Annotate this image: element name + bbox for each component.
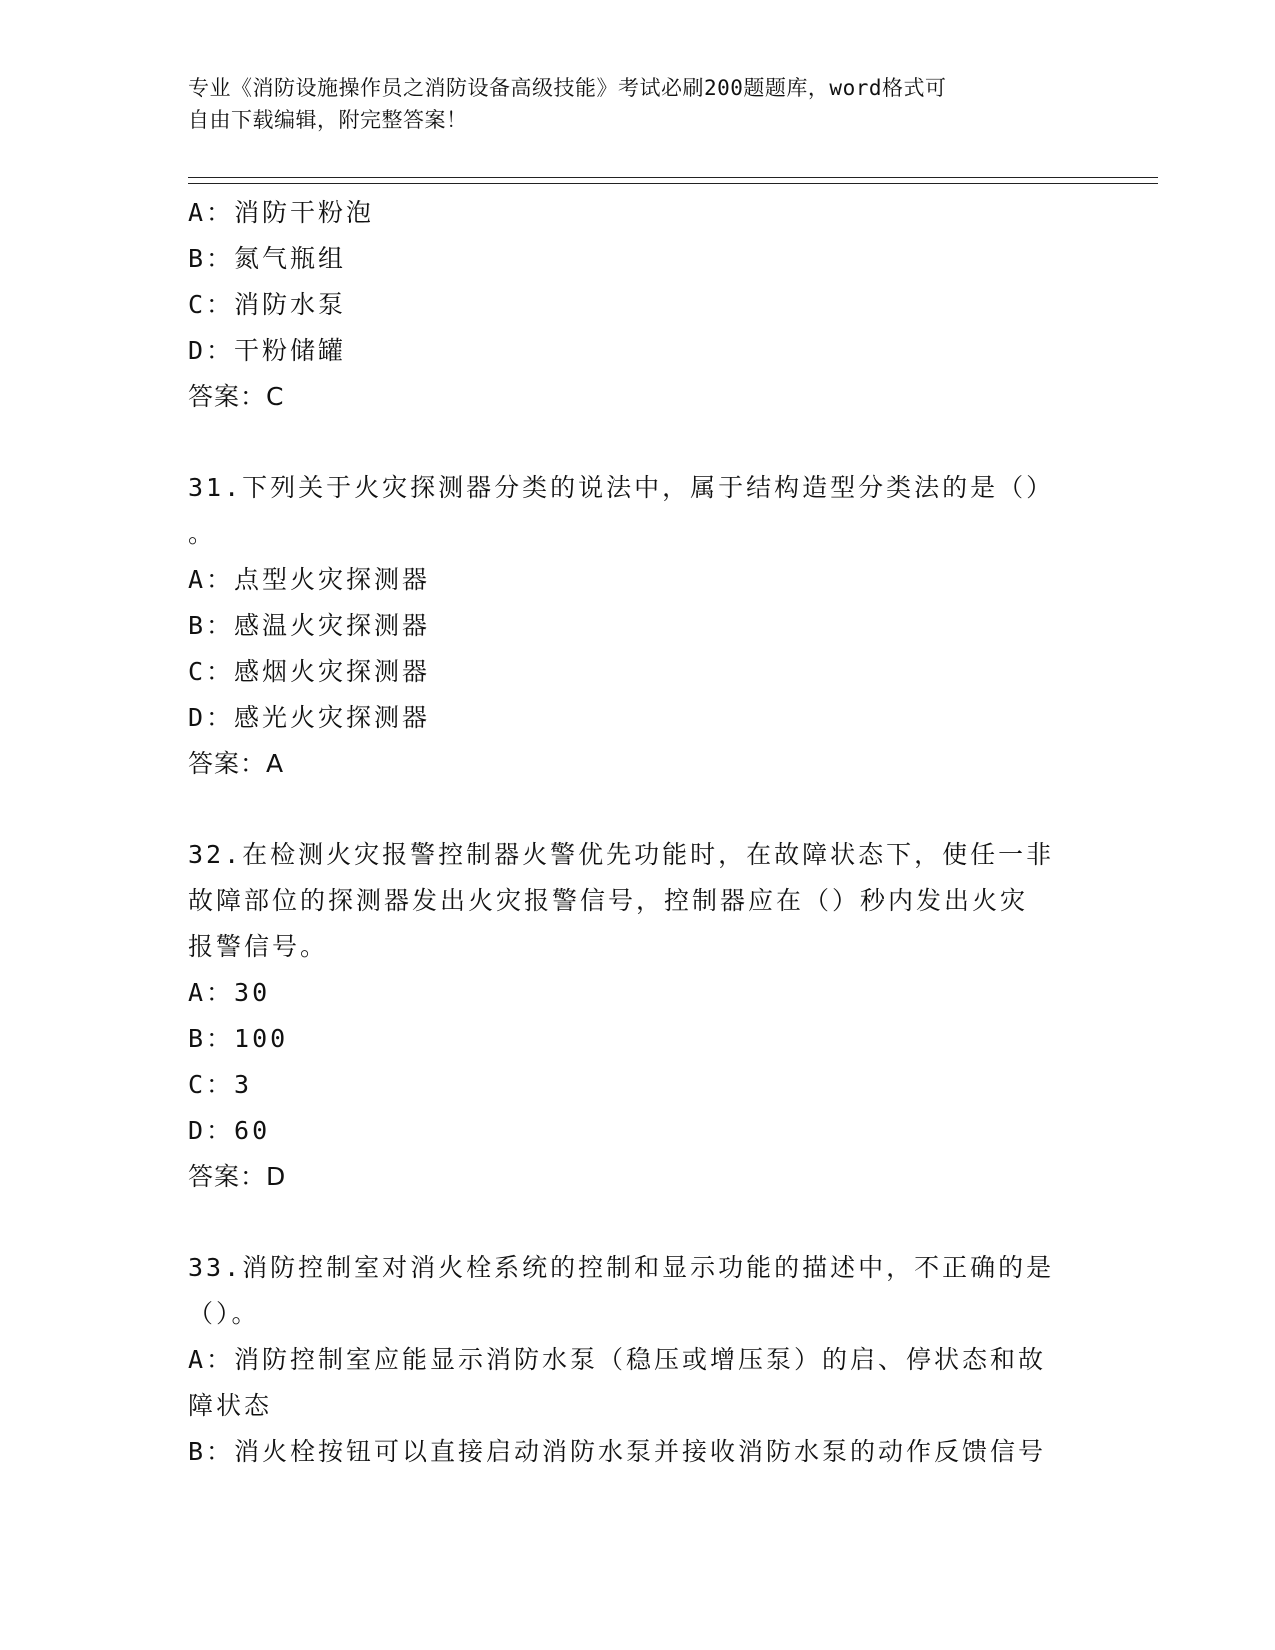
option-b: B：感温火灾探测器 xyxy=(188,611,431,640)
spacer xyxy=(188,787,1088,832)
option-c: C：感烟火灾探测器 xyxy=(188,657,431,686)
header-divider-bottom xyxy=(188,183,1158,184)
option-c: C：3 xyxy=(188,1070,253,1099)
question-stem-line: 33.消防控制室对消火栓系统的控制和显示功能的描述中，不正确的是 xyxy=(188,1253,1055,1282)
option-a: A：消防干粉泡 xyxy=(188,198,375,227)
option-a: A：消防控制室应能显示消防水泵（稳压或增压泵）的启、停状态和故 xyxy=(188,1345,1047,1374)
option-a: A：30 xyxy=(188,978,271,1007)
answer: 答案：C xyxy=(188,382,285,411)
spacer xyxy=(188,420,1088,465)
option-d: D：60 xyxy=(188,1116,271,1145)
question-31 xyxy=(188,465,1088,787)
question-stem-line: （）。 xyxy=(188,1299,260,1328)
question-list xyxy=(188,190,1088,1475)
question-stem-line: 报警信号。 xyxy=(188,932,329,961)
answer: 答案：D xyxy=(188,1162,287,1191)
question-stem-line: 。 xyxy=(188,519,217,548)
option-a-continued: 障状态 xyxy=(188,1391,273,1420)
option-b: B：消火栓按钮可以直接启动消防水泵并接收消防水泵的动作反馈信号 xyxy=(188,1437,1047,1466)
option-a: A：点型火灾探测器 xyxy=(188,565,431,594)
option-b: B：氮气瓶组 xyxy=(188,244,347,273)
question-stem-line: 32.在检测火灾报警控制器火警优先功能时，在故障状态下，使任一非 xyxy=(188,840,1055,869)
header-line-2: 自由下载编辑，附完整答案！ xyxy=(188,108,468,132)
option-d: D：干粉储罐 xyxy=(188,336,347,365)
question-32 xyxy=(188,832,1088,1200)
question-33 xyxy=(188,1245,1088,1475)
question-stem-line: 故障部位的探测器发出火灾报警信号，控制器应在（）秒内发出火灾 xyxy=(188,886,1029,915)
header-line-1: 专业《消防设施操作员之消防设备高级技能》考试必刷200题题库，word格式可 xyxy=(188,76,947,100)
question-30 xyxy=(188,190,1088,420)
option-d: D：感光火灾探测器 xyxy=(188,703,431,732)
header-divider-top xyxy=(188,177,1158,178)
answer: 答案：A xyxy=(188,749,285,778)
document-header xyxy=(188,72,1068,136)
option-b: B：100 xyxy=(188,1024,289,1053)
spacer xyxy=(188,1200,1088,1245)
question-stem-line: 31.下列关于火灾探测器分类的说法中，属于结构造型分类法的是（） xyxy=(188,473,1055,502)
option-c: C：消防水泵 xyxy=(188,290,347,319)
